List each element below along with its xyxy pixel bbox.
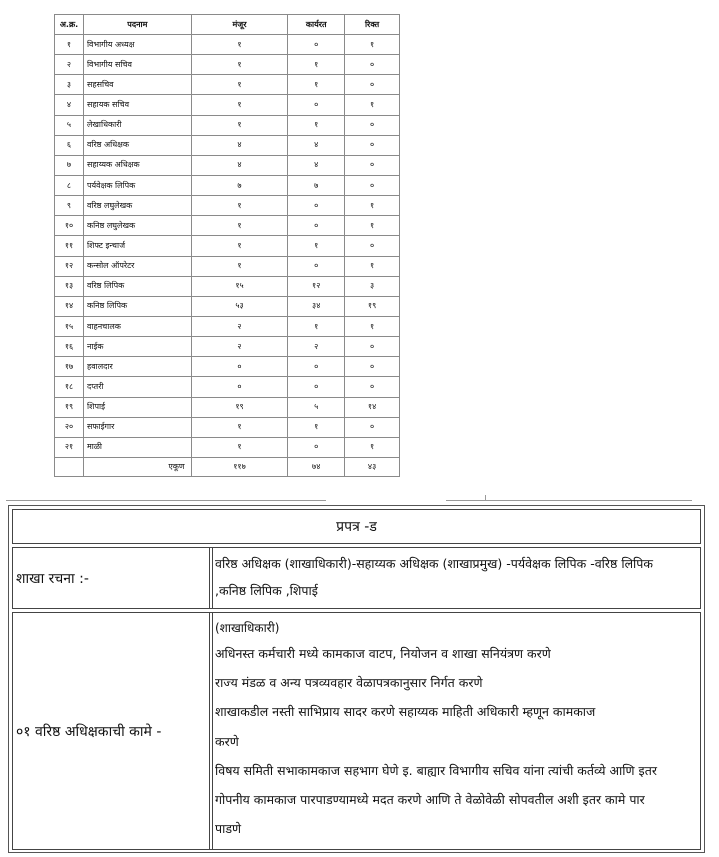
sanctioned-cell: २ bbox=[191, 316, 288, 336]
working-cell: १२ bbox=[288, 276, 345, 296]
table-row bbox=[55, 115, 400, 135]
duties-subheading: (शाखाधिकारी) bbox=[215, 621, 280, 635]
serial-cell: ११ bbox=[55, 236, 84, 256]
vacant-cell: ० bbox=[345, 236, 400, 256]
sanctioned-cell: ७ bbox=[191, 175, 288, 195]
sanctioned-cell: १ bbox=[191, 236, 288, 256]
sanctioned-cell: १ bbox=[191, 417, 288, 437]
serial-cell: ५ bbox=[55, 115, 84, 135]
serial-cell: १२ bbox=[55, 256, 84, 276]
serial-cell: १७ bbox=[55, 357, 84, 377]
sanctioned-cell: १ bbox=[191, 216, 288, 236]
header-serial: अ.क्र. bbox=[55, 15, 84, 35]
working-cell: १ bbox=[288, 316, 345, 336]
post-name-cell: शिपाई bbox=[83, 397, 191, 417]
post-name-cell: दप्तरी bbox=[83, 377, 191, 397]
duty-line: शाखाकडील नस्ती साभिप्राय सादर करणे सहाय्यक माहिती अधिकारी म्हणून कामकाज bbox=[215, 704, 596, 720]
sanctioned-cell: १ bbox=[191, 115, 288, 135]
post-name-cell: कनिष्ठ लिपिक bbox=[83, 296, 191, 316]
table-row bbox=[55, 216, 400, 236]
sanctioned-cell: ५३ bbox=[191, 296, 288, 316]
working-cell: ४ bbox=[288, 135, 345, 155]
serial-cell: ८ bbox=[55, 175, 84, 195]
total-serial-cell bbox=[55, 457, 84, 476]
form-title: प्रपत्र -ड bbox=[336, 519, 377, 535]
duty-line: राज्य मंडळ व अन्य पत्रव्यवहार वेळापत्रकानुसार निर्गत करणे bbox=[215, 675, 483, 691]
vacant-cell: ० bbox=[345, 337, 400, 357]
table-row bbox=[55, 155, 400, 175]
vacant-cell: १ bbox=[345, 256, 400, 276]
sanctioned-cell: १५ bbox=[191, 276, 288, 296]
duties-content bbox=[212, 613, 700, 849]
table-row bbox=[55, 276, 400, 296]
working-cell: ० bbox=[288, 95, 345, 115]
post-name-cell: लेखाधिकारी bbox=[83, 115, 191, 135]
serial-cell: १८ bbox=[55, 377, 84, 397]
vacant-cell: १ bbox=[345, 216, 400, 236]
vacant-cell: ० bbox=[345, 155, 400, 175]
working-cell: ० bbox=[288, 196, 345, 216]
sanctioned-cell: ४ bbox=[191, 155, 288, 175]
vacant-cell: १४ bbox=[345, 397, 400, 417]
branch-structure-line: ,कनिष्ठ लिपिक ,शिपाई bbox=[215, 583, 318, 598]
table-row bbox=[55, 135, 400, 155]
serial-cell: १० bbox=[55, 216, 84, 236]
sanctioned-cell: २ bbox=[191, 337, 288, 357]
table-row bbox=[55, 316, 400, 336]
vacant-cell: १ bbox=[345, 316, 400, 336]
working-cell: १ bbox=[288, 55, 345, 75]
working-cell: ३४ bbox=[288, 296, 345, 316]
table-row bbox=[55, 377, 400, 397]
post-name-cell: वाहनचालक bbox=[83, 316, 191, 336]
working-cell: ० bbox=[288, 35, 345, 55]
header-sanctioned: मंजूर bbox=[191, 15, 288, 35]
total-row bbox=[55, 457, 400, 476]
serial-cell: १ bbox=[55, 35, 84, 55]
branch-structure-content bbox=[212, 548, 700, 608]
total-vacant: ४३ bbox=[345, 457, 400, 476]
vacant-cell: १ bbox=[345, 437, 400, 457]
serial-cell: १३ bbox=[55, 276, 84, 296]
branch-structure-row bbox=[12, 547, 701, 609]
header-vacant: रिक्त bbox=[345, 15, 400, 35]
post-name-cell: सहसचिव bbox=[83, 75, 191, 95]
sanctioned-cell: १ bbox=[191, 196, 288, 216]
table-row bbox=[55, 357, 400, 377]
header-post-name: पदनाम bbox=[83, 15, 191, 35]
divider-tick bbox=[485, 495, 486, 500]
post-name-cell: पर्यवेक्षक लिपिक bbox=[83, 175, 191, 195]
table-row bbox=[55, 256, 400, 276]
duty-line: अधिनस्त कर्मचारी मध्ये कामकाज वाटप, नियोजन व शाखा सनियंत्रण करणे bbox=[215, 646, 551, 661]
post-name-cell: कनिष्ठ लघुलेखक bbox=[83, 216, 191, 236]
serial-cell: ७ bbox=[55, 155, 84, 175]
post-name-cell: वरिष्ठ लिपिक bbox=[83, 276, 191, 296]
duty-line: पाडणे bbox=[215, 821, 242, 837]
serial-cell: १४ bbox=[55, 296, 84, 316]
vacant-cell: ० bbox=[345, 115, 400, 135]
working-cell: ० bbox=[288, 357, 345, 377]
vacant-cell: १ bbox=[345, 196, 400, 216]
table-row bbox=[55, 196, 400, 216]
post-name-cell: सहायक सचिव bbox=[83, 95, 191, 115]
vacant-cell: ० bbox=[345, 175, 400, 195]
total-working: ७४ bbox=[288, 457, 345, 476]
working-cell: १ bbox=[288, 115, 345, 135]
working-cell: १ bbox=[288, 417, 345, 437]
sanctioned-cell: ० bbox=[191, 377, 288, 397]
branch-structure-line: वरिष्ठ अधिक्षक (शाखाधिकारी)-सहाय्यक अधिक्षक (शाखाप्रमुख) -पर्यवेक्षक लिपिक -वरिष्ठ लिपिक bbox=[215, 556, 653, 571]
staff-position-table bbox=[54, 14, 400, 477]
total-label: एकूण bbox=[83, 457, 191, 476]
vacant-cell: १९ bbox=[345, 296, 400, 316]
total-sanctioned: ११७ bbox=[191, 457, 288, 476]
sanctioned-cell: १ bbox=[191, 55, 288, 75]
serial-cell: २ bbox=[55, 55, 84, 75]
working-cell: २ bbox=[288, 337, 345, 357]
post-name-cell: कन्सोल ऑपरेटर bbox=[83, 256, 191, 276]
post-name-cell: वरिष्ठ लघुलेखक bbox=[83, 196, 191, 216]
duty-line: गोपनीय कामकाज पारपाडण्यामध्ये मदत करणे आणि ते वेळोवेळी सोपवतील अशी इतर कामे पार bbox=[215, 792, 645, 808]
table-header-row bbox=[55, 15, 400, 35]
form-title-row bbox=[12, 509, 701, 544]
sanctioned-cell: १ bbox=[191, 75, 288, 95]
working-cell: ० bbox=[288, 216, 345, 236]
table-row bbox=[55, 175, 400, 195]
working-cell: १ bbox=[288, 75, 345, 95]
working-cell: ४ bbox=[288, 155, 345, 175]
post-name-cell: सफाईगार bbox=[83, 417, 191, 437]
working-cell: ७ bbox=[288, 175, 345, 195]
form-d-table bbox=[8, 505, 705, 853]
table-row bbox=[55, 55, 400, 75]
divider-right bbox=[446, 500, 692, 501]
vacant-cell: ० bbox=[345, 135, 400, 155]
vacant-cell: १ bbox=[345, 35, 400, 55]
branch-structure-label: शाखा रचना :- bbox=[13, 548, 210, 608]
serial-cell: १६ bbox=[55, 337, 84, 357]
sanctioned-cell: १ bbox=[191, 95, 288, 115]
working-cell: ० bbox=[288, 377, 345, 397]
vacant-cell: ३ bbox=[345, 276, 400, 296]
vacant-cell: ० bbox=[345, 357, 400, 377]
serial-cell: १५ bbox=[55, 316, 84, 336]
post-name-cell: माळी bbox=[83, 437, 191, 457]
table-row bbox=[55, 296, 400, 316]
post-name-cell: नाईक bbox=[83, 337, 191, 357]
post-name-cell: वरिष्ठ अधिक्षक bbox=[83, 135, 191, 155]
header-working: कार्यरत bbox=[288, 15, 345, 35]
duty-line: विषय समिती सभाकामकाज सहभाग घेणे इ. बाह्यार विभागीय सचिव यांना त्यांची कर्तव्ये आणि इतर bbox=[215, 762, 657, 778]
working-cell: १ bbox=[288, 236, 345, 256]
post-name-cell: सहाय्यक अधिक्षक bbox=[83, 155, 191, 175]
vacant-cell: ० bbox=[345, 417, 400, 437]
table-row bbox=[55, 75, 400, 95]
duties-row bbox=[12, 612, 701, 850]
table-row bbox=[55, 437, 400, 457]
serial-cell: ९ bbox=[55, 196, 84, 216]
table-row bbox=[55, 236, 400, 256]
post-name-cell: शिफ्ट इन्चार्ज bbox=[83, 236, 191, 256]
working-cell: ० bbox=[288, 437, 345, 457]
divider-left bbox=[6, 500, 326, 501]
working-cell: ० bbox=[288, 256, 345, 276]
table-row bbox=[55, 397, 400, 417]
duties-label: ०१ वरिष्ठ अधिक्षकाची कामे - bbox=[13, 613, 210, 849]
vacant-cell: १ bbox=[345, 95, 400, 115]
serial-cell: २१ bbox=[55, 437, 84, 457]
serial-cell: २० bbox=[55, 417, 84, 437]
table-row bbox=[55, 337, 400, 357]
table-body bbox=[55, 35, 400, 458]
serial-cell: ४ bbox=[55, 95, 84, 115]
serial-cell: १९ bbox=[55, 397, 84, 417]
table-row bbox=[55, 95, 400, 115]
vacant-cell: ० bbox=[345, 377, 400, 397]
duty-line: करणे bbox=[215, 733, 239, 749]
serial-cell: ३ bbox=[55, 75, 84, 95]
sanctioned-cell: १ bbox=[191, 437, 288, 457]
sanctioned-cell: १ bbox=[191, 35, 288, 55]
post-name-cell: विभागीय अध्यक्ष bbox=[83, 35, 191, 55]
working-cell: ५ bbox=[288, 397, 345, 417]
sanctioned-cell: ० bbox=[191, 357, 288, 377]
table-row bbox=[55, 35, 400, 55]
sanctioned-cell: ४ bbox=[191, 135, 288, 155]
table-row bbox=[55, 417, 400, 437]
sanctioned-cell: १ bbox=[191, 256, 288, 276]
vacant-cell: ० bbox=[345, 55, 400, 75]
post-name-cell: विभागीय सचिव bbox=[83, 55, 191, 75]
vacant-cell: ० bbox=[345, 75, 400, 95]
post-name-cell: हवालदार bbox=[83, 357, 191, 377]
serial-cell: ६ bbox=[55, 135, 84, 155]
sanctioned-cell: १९ bbox=[191, 397, 288, 417]
